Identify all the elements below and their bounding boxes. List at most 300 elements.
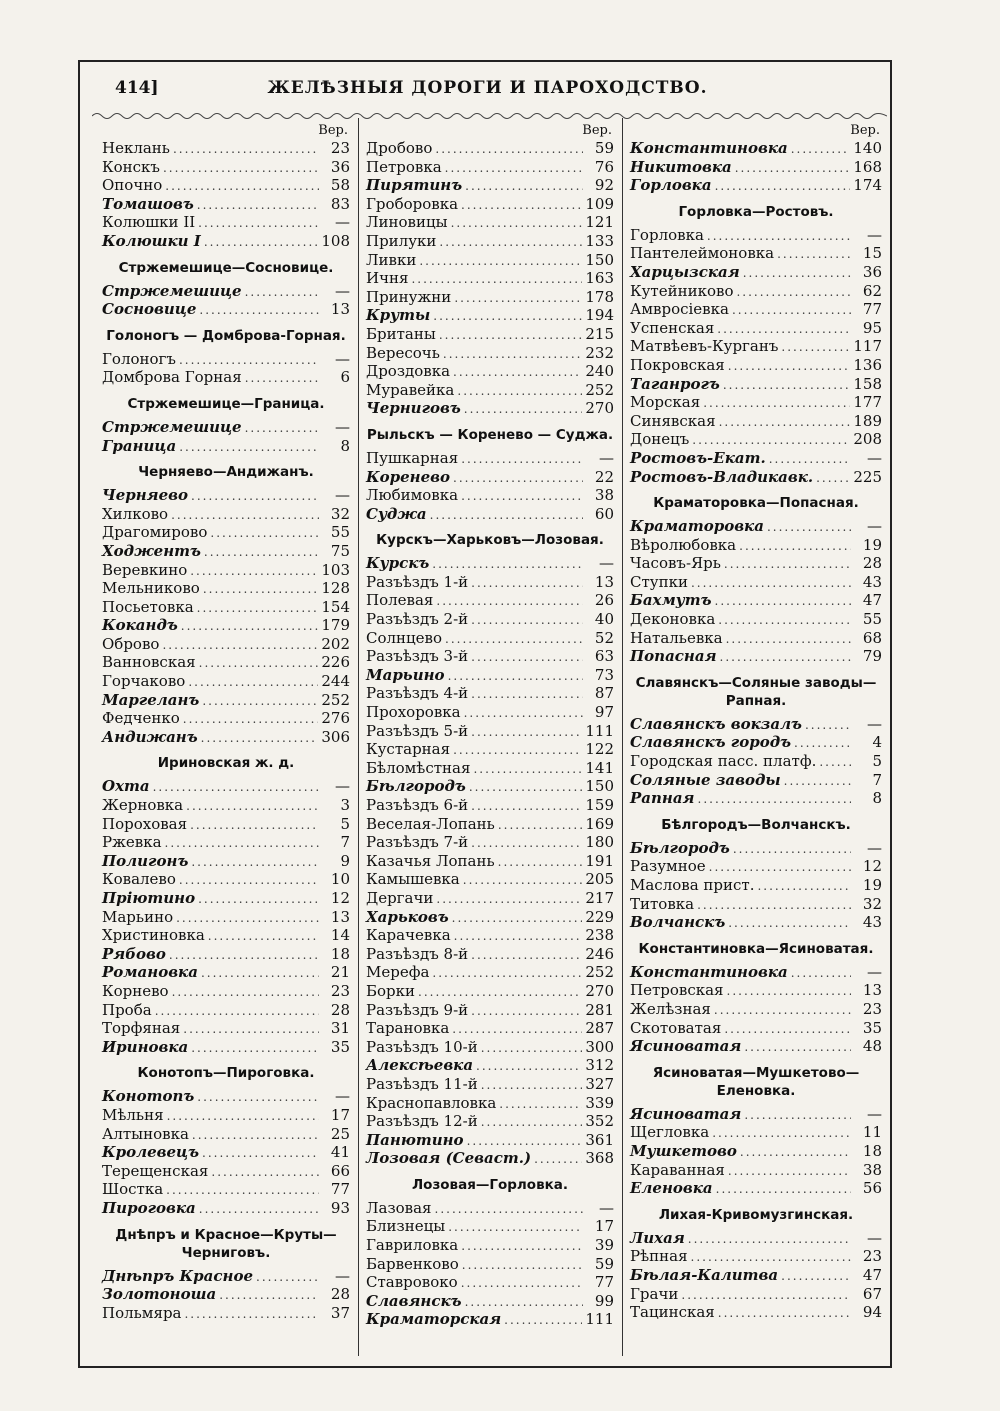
wavy-rule (92, 111, 887, 121)
station-name: Оброво (102, 634, 160, 653)
station-row (366, 759, 614, 778)
station-row (630, 139, 882, 158)
station-row (102, 176, 350, 195)
dot-leader (162, 636, 318, 655)
station-name: Разъѣздъ 2-й (366, 610, 469, 629)
dot-leader (198, 214, 319, 233)
station-name: Линовицы (366, 213, 448, 232)
station-distance: 8 (340, 436, 350, 455)
station-row (102, 1199, 350, 1218)
dot-leader (461, 1274, 583, 1293)
station-distance: 15 (862, 244, 882, 263)
station-distance: 75 (330, 541, 350, 560)
station-row (102, 300, 350, 319)
station-name: Домброва Горная (102, 368, 242, 387)
station-row (366, 889, 614, 908)
dot-leader (465, 177, 583, 196)
dot-leader (188, 673, 318, 692)
station-row (102, 635, 350, 654)
station-name: Ванновская (102, 653, 196, 672)
station-row (630, 913, 882, 932)
station-row (102, 486, 350, 505)
dot-leader (211, 1163, 319, 1182)
station-name: Никитовка (630, 157, 732, 176)
station-row (630, 629, 882, 648)
station-row (102, 437, 350, 456)
station-distance: 73 (594, 665, 614, 684)
station-distance: 5 (340, 814, 350, 833)
station-name: Гроборовка (366, 194, 459, 213)
station-distance: 140 (853, 139, 882, 157)
station-name: Бѣлая-Калитва (630, 1265, 779, 1284)
dot-leader (467, 1132, 583, 1151)
verst-label: Вер. (318, 123, 348, 138)
station-distance: 35 (862, 1018, 882, 1037)
station-row (102, 1087, 350, 1106)
station-distance: 238 (585, 926, 614, 945)
section-title: Курскъ—Харьковъ—Лозовая. (376, 532, 604, 549)
station-distance: 63 (594, 647, 614, 666)
station-name: Краснопавловка (366, 1093, 497, 1112)
station-row (102, 598, 350, 617)
station-row (366, 777, 614, 796)
dot-leader (202, 692, 318, 711)
section-title: Горловка—Ростовъ. (678, 203, 834, 220)
station-distance: 180 (585, 833, 614, 852)
dot-leader (155, 1002, 319, 1021)
page-number: 414] (115, 78, 159, 98)
station-name: Краматоровка (630, 517, 764, 536)
station-row (366, 139, 614, 158)
railway-section (630, 674, 882, 808)
station-distance: 60 (594, 504, 614, 523)
station-name: Суджа (366, 504, 427, 523)
station-row (630, 733, 882, 752)
station-row (630, 1303, 882, 1322)
station-name: Пороховая (102, 814, 188, 833)
station-row (102, 963, 350, 982)
station-distance: 5 (872, 752, 882, 771)
dot-leader (739, 537, 851, 556)
station-distance: 13 (594, 572, 614, 591)
station-row (630, 839, 882, 858)
railway-section (366, 1176, 614, 1329)
station-name: Славянскъ вокзалъ (630, 714, 802, 733)
dot-leader (724, 555, 851, 574)
station-row (630, 412, 882, 431)
dot-leader (202, 1144, 319, 1163)
section-title: Краматоровка—Попасная. (653, 495, 859, 512)
station-name: Краматорская (366, 1310, 502, 1329)
verst-label: Вер. (850, 123, 880, 138)
station-name: Разъѣздъ 3-й (366, 647, 469, 666)
section-title: Ясиноватая—Мушкетово—Еленовка. (652, 1064, 860, 1099)
station-row (630, 610, 882, 629)
station-name: Константиновка (630, 139, 788, 157)
station-row (102, 1180, 350, 1199)
dot-leader (712, 1124, 851, 1143)
dot-leader (198, 890, 319, 909)
section-title: Рыльскъ — Коренево — Суджа. (366, 426, 614, 443)
dot-leader (432, 964, 582, 983)
dot-leader (445, 159, 583, 178)
station-name: Ясиноватая (630, 1037, 742, 1056)
station-distance: 23 (862, 1247, 882, 1266)
station-row (366, 722, 614, 741)
dot-leader (451, 214, 583, 233)
station-row (366, 306, 614, 325)
station-distance: 87 (594, 684, 614, 703)
dot-leader (715, 177, 851, 196)
station-row (630, 981, 882, 1000)
station-name: Дергачи (366, 888, 434, 907)
dot-leader (439, 326, 583, 345)
station-name: Таганрогъ (630, 374, 720, 393)
station-name: Стржемешице (102, 417, 242, 436)
station-row (366, 926, 614, 945)
station-row (630, 1123, 882, 1142)
dot-leader (707, 227, 851, 246)
dot-leader (463, 871, 583, 890)
station-row (630, 789, 882, 808)
station-row (630, 517, 882, 536)
station-distance: 13 (330, 300, 350, 319)
station-row (102, 350, 350, 369)
dot-leader (743, 264, 851, 283)
dot-leader (740, 1143, 851, 1162)
dot-leader (791, 964, 851, 983)
station-row (366, 796, 614, 815)
dot-leader (718, 611, 851, 630)
railway-section (366, 139, 614, 418)
station-name: Романовка (102, 963, 198, 982)
dot-leader (453, 469, 583, 488)
station-distance: 99 (594, 1291, 614, 1310)
station-distance: — (599, 448, 614, 467)
station-name: Британы (366, 324, 436, 343)
station-name: Полигонъ (102, 851, 189, 870)
station-row (102, 852, 350, 871)
station-name: Вѣролюбовка (630, 535, 737, 554)
station-distance: 48 (862, 1037, 882, 1056)
station-distance: 95 (862, 318, 882, 337)
station-name: Пріютино (102, 889, 196, 907)
station-distance: 202 (321, 634, 350, 653)
dot-leader (728, 914, 851, 933)
station-row (366, 1292, 614, 1311)
dot-leader (769, 450, 851, 469)
station-name: Днѣпръ Красное (102, 1266, 254, 1285)
dot-leader (190, 816, 319, 835)
station-distance: 31 (330, 1019, 350, 1038)
station-name: Горчаково (102, 672, 186, 691)
station-distance: 240 (585, 362, 614, 381)
station-distance: 158 (853, 374, 882, 393)
station-name: Горловка (630, 176, 712, 195)
station-distance: 154 (321, 597, 350, 616)
station-distance: 19 (862, 876, 882, 894)
station-name: Конотопъ (102, 1087, 195, 1106)
station-name: Волчанскъ (630, 913, 726, 932)
station-distance: 97 (594, 703, 614, 722)
verst-label: Вер. (582, 123, 612, 138)
station-name: Разъѣздъ 8-й (366, 944, 469, 963)
station-row (102, 579, 350, 598)
station-row (366, 666, 614, 685)
station-distance: 36 (862, 262, 882, 281)
station-name: Скотоватая (630, 1018, 722, 1037)
station-row (366, 629, 614, 648)
station-row (630, 895, 882, 914)
station-name: Разъѣздъ 1-й (366, 572, 469, 591)
station-distance: 23 (862, 999, 882, 1018)
station-distance: 163 (585, 269, 614, 288)
dot-leader (199, 654, 319, 673)
dot-leader (430, 506, 583, 525)
station-name: Харьковъ (366, 907, 449, 926)
station-distance: 217 (585, 888, 614, 907)
station-distance: 56 (862, 1179, 882, 1198)
station-name: Грачи (630, 1284, 679, 1303)
dot-leader (439, 233, 582, 252)
station-distance: 10 (330, 870, 350, 889)
station-name: Успенская (630, 318, 715, 337)
station-distance: 11 (862, 1123, 882, 1142)
station-row (102, 889, 350, 908)
station-distance: 68 (862, 628, 882, 647)
station-distance: 226 (321, 653, 350, 672)
dot-leader (819, 753, 851, 772)
dot-leader (197, 599, 319, 618)
station-distance: 66 (330, 1161, 350, 1180)
station-row (630, 573, 882, 592)
station-name: Рапная (630, 789, 695, 808)
station-distance: 339 (585, 1093, 614, 1112)
station-row (366, 908, 614, 927)
dot-leader (165, 177, 319, 196)
dot-leader (757, 877, 851, 896)
station-row (102, 982, 350, 1001)
dot-leader (461, 1237, 583, 1256)
station-name: Бахмутъ (630, 591, 712, 610)
dot-leader (192, 1126, 319, 1145)
station-name: Алтыновка (102, 1124, 189, 1143)
station-name: Борки (366, 981, 416, 1000)
railway-section (630, 494, 882, 666)
dot-leader (448, 1218, 583, 1237)
station-row (366, 703, 614, 722)
station-row (102, 368, 350, 387)
station-name: Конскъ (102, 157, 160, 176)
station-name: Барвенково (366, 1254, 459, 1273)
station-row (630, 1229, 882, 1248)
station-row (366, 362, 614, 381)
station-distance: 215 (585, 324, 614, 343)
dot-leader (462, 1256, 583, 1275)
section-title: Славянскъ—Соляные заводы—Рапная. (635, 674, 877, 709)
station-row (630, 226, 882, 245)
station-name: Вересочь (366, 343, 440, 362)
station-row (366, 852, 614, 871)
station-row (630, 647, 882, 666)
dot-leader (471, 574, 583, 593)
station-row (630, 876, 882, 895)
station-row (366, 573, 614, 592)
station-row (366, 1217, 614, 1236)
section-title: Голоногъ — Домброва-Горная. (106, 327, 346, 344)
station-distance: 28 (330, 1000, 350, 1019)
railway-section (630, 816, 882, 932)
station-row (102, 158, 350, 177)
station-name: Любимовка (366, 486, 459, 505)
station-name: Гавриловка (366, 1236, 459, 1255)
station-distance: 77 (594, 1273, 614, 1292)
dot-leader (481, 1113, 583, 1132)
station-row (102, 418, 350, 437)
station-distance: 18 (330, 944, 350, 963)
station-name: Ростовъ-Екат. (630, 448, 766, 467)
station-row (366, 740, 614, 759)
station-distance: 103 (321, 560, 350, 579)
dot-leader (179, 438, 319, 457)
station-distance: 191 (585, 851, 614, 870)
dot-leader (473, 760, 582, 779)
station-name: Веревкино (102, 560, 188, 579)
station-row (102, 523, 350, 542)
dot-leader (464, 704, 583, 723)
dot-leader (715, 592, 852, 611)
station-name: Веселая-Лопань (366, 814, 495, 833)
dot-leader (464, 400, 583, 419)
station-name: Мѣльня (102, 1105, 164, 1124)
railway-section (102, 463, 350, 746)
station-row (366, 833, 614, 852)
station-distance: 47 (862, 1265, 882, 1284)
dot-leader (443, 345, 582, 364)
station-name: Мерефа (366, 963, 430, 982)
station-name: Мельниково (102, 579, 200, 598)
dot-leader (498, 816, 583, 835)
railway-section (630, 1206, 882, 1322)
station-distance: 7 (340, 833, 350, 852)
dot-leader (204, 543, 319, 562)
station-row (630, 393, 882, 412)
dot-leader (461, 450, 583, 469)
dot-leader (697, 896, 851, 915)
station-distance: — (867, 1228, 882, 1247)
station-distance: 55 (330, 523, 350, 542)
station-name: Ходжентъ (102, 541, 201, 560)
station-distance: 12 (862, 857, 882, 876)
station-name: Разъѣздъ 12-й (366, 1112, 478, 1131)
dot-leader (153, 778, 319, 797)
station-row (102, 1267, 350, 1286)
station-name: Камышевка (366, 870, 460, 889)
station-name: Матвѣевъ-Курганъ (630, 337, 779, 356)
station-row (630, 1037, 882, 1056)
station-row (366, 195, 614, 214)
station-row (102, 945, 350, 964)
dot-leader (436, 592, 583, 611)
dot-leader (445, 630, 583, 649)
dot-leader (183, 710, 319, 729)
railway-section (366, 426, 614, 523)
station-distance: 39 (594, 1236, 614, 1255)
station-row (366, 870, 614, 889)
station-distance: 35 (330, 1037, 350, 1056)
station-distance: — (335, 777, 350, 796)
station-name: Разъѣздъ 6-й (366, 796, 469, 814)
station-distance: 21 (330, 963, 350, 982)
station-name: Прилуки (366, 231, 437, 250)
station-distance: 109 (585, 194, 614, 213)
station-distance: 52 (594, 628, 614, 647)
dot-leader (471, 946, 582, 965)
station-distance: — (335, 1266, 350, 1285)
station-distance: 270 (585, 399, 614, 418)
section-title: Константиновка—Ясиноватая. (638, 940, 874, 957)
station-row (366, 647, 614, 666)
station-row (102, 833, 350, 852)
dot-leader (728, 357, 851, 376)
station-row (366, 344, 614, 363)
dot-leader (534, 1150, 582, 1169)
station-row (102, 213, 350, 232)
dot-leader (732, 301, 851, 320)
station-distance: 122 (585, 740, 614, 759)
station-distance: 252 (321, 690, 350, 709)
station-distance: 108 (321, 231, 350, 250)
station-name: Харцызская (630, 262, 740, 281)
station-row (102, 709, 350, 728)
station-distance: 19 (862, 535, 882, 554)
dot-leader (733, 840, 851, 859)
station-name: Тацинская (630, 1303, 715, 1322)
dot-leader (718, 1304, 851, 1323)
station-row (630, 591, 882, 610)
station-distance: 59 (594, 1254, 614, 1273)
station-name: Польмяра (102, 1303, 182, 1322)
station-row (102, 1001, 350, 1020)
column-left (102, 123, 350, 1353)
station-name: Кутейниково (630, 281, 734, 300)
station-row (366, 176, 614, 195)
station-name: Щегловка (630, 1123, 710, 1142)
station-distance: 76 (594, 157, 614, 176)
station-row (366, 554, 614, 573)
dot-leader (435, 1200, 583, 1219)
dot-leader (448, 667, 583, 686)
station-name: Ичня (366, 269, 409, 288)
railway-section (366, 531, 614, 1168)
dot-leader (781, 338, 850, 357)
station-row (366, 1255, 614, 1274)
dot-leader (736, 283, 851, 302)
station-distance: 13 (330, 907, 350, 926)
station-row (102, 777, 350, 796)
station-name: Близнецы (366, 1217, 446, 1236)
station-name: Деконовка (630, 610, 716, 629)
station-name: Голоногъ (102, 349, 176, 368)
station-row (102, 691, 350, 710)
station-distance: 38 (594, 486, 614, 505)
station-name: Полевая (366, 591, 434, 610)
station-name: Еленовка (630, 1179, 713, 1198)
station-name: Синявская (630, 411, 716, 430)
dot-leader (504, 1311, 582, 1330)
station-name: Курскъ (366, 554, 430, 573)
station-distance: 128 (321, 579, 350, 598)
